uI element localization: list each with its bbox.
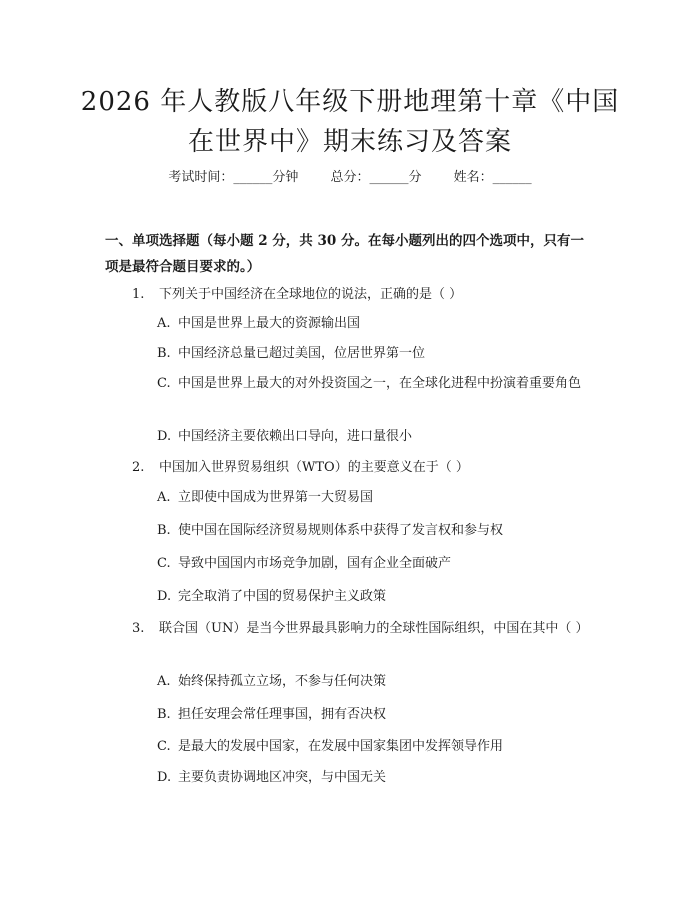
option-text: 立即使中国成为世界第一大贸易国 [178, 490, 374, 505]
question-3-option-c [105, 734, 595, 760]
option-text: 中国经济总量已超过美国，位居世界第一位 [178, 346, 426, 361]
option-text: 使中国在国际经济贸易规则体系中获得了发言权和参与权 [178, 523, 504, 538]
question-2-option-b [105, 518, 595, 544]
option-text: 导致中国国内市场竞争加剧，国有企业全面破产 [178, 556, 452, 571]
page-title-line-2: 在世界中》期末练习及答案 [187, 127, 512, 157]
page-title-line-1: 2026 年人教版八年级下册地理第十章《中国 [80, 87, 620, 117]
option-letter: A. [157, 490, 171, 505]
option-letter: B. [157, 346, 171, 361]
question-3-option-b [105, 702, 595, 728]
question-1-stem [105, 282, 595, 308]
question-1-option-a [105, 311, 595, 337]
question-3-option-d [105, 765, 595, 791]
option-letter: A. [157, 674, 171, 689]
option-text: 始终保持孤立立场，不参与任何决策 [178, 674, 387, 689]
exam-time-field: 考试时间：______分钟 [168, 170, 299, 185]
option-text: 担任安理会常任理事国，拥有否决权 [178, 707, 387, 722]
question-1-option-d [105, 424, 595, 450]
option-text: 主要负责协调地区冲突，与中国无关 [178, 770, 387, 785]
question-2-option-d [105, 584, 595, 610]
student-name-field: 姓名：______ [453, 170, 532, 185]
question-1-option-c [105, 371, 595, 397]
exam-info-bar [0, 168, 700, 188]
question-text: 中国加入世界贸易组织（WTO）的主要意义在于（ ） [159, 460, 469, 475]
question-text: 下列关于中国经济在全球地位的说法，正确的是（ ） [159, 287, 463, 302]
question-text: 联合国（UN）是当今世界最具影响力的全球性国际组织，中国在其中（ ） [159, 621, 589, 636]
question-1-option-b [105, 341, 595, 367]
question-2-stem [105, 455, 595, 481]
question-number: 3. [132, 621, 145, 636]
option-letter: C. [157, 376, 171, 391]
question-2-option-a [105, 485, 595, 511]
option-letter: B. [157, 523, 171, 538]
option-letter: D. [157, 770, 172, 785]
option-letter: A. [157, 316, 171, 331]
option-letter: D. [157, 589, 172, 604]
option-text: 中国经济主要依赖出口导向，进口量很小 [178, 429, 413, 444]
question-3-stem [105, 616, 595, 642]
option-letter: C. [157, 739, 171, 754]
option-letter: B. [157, 707, 171, 722]
option-letter: D. [157, 429, 172, 444]
total-score-field: 总分：______分 [330, 170, 422, 185]
question-2-option-c [105, 551, 595, 577]
option-text: 完全取消了中国的贸易保护主义政策 [178, 589, 387, 604]
option-text: 中国是世界上最大的资源输出国 [178, 316, 361, 331]
question-number: 1. [132, 287, 145, 302]
question-number: 2. [132, 460, 145, 475]
option-letter: C. [157, 556, 171, 571]
option-text: 中国是世界上最大的对外投资国之一，在全球化进程中扮演着重要角色 [178, 376, 582, 391]
option-text: 是最大的发展中国家，在发展中国家集团中发挥领导作用 [178, 739, 504, 754]
section-heading: 一、单项选择题（每小题 2 分，共 30 分。在每小题列出的四个选项中，只有一项是最符合题目要求的。） [105, 233, 584, 275]
question-3-option-a [105, 669, 595, 695]
